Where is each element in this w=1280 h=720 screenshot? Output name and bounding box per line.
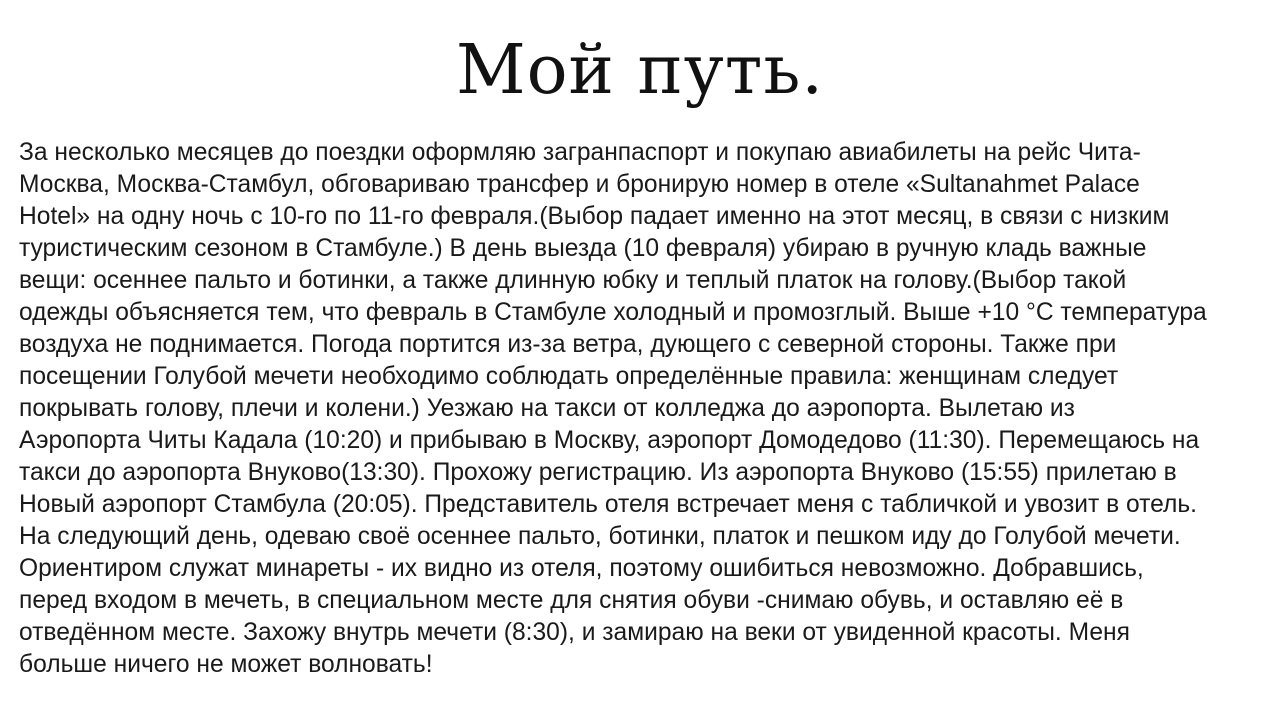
body-line: покрывать голову, плечи и колени.) Уезжаю на такси от колледжа до аэропорта. Вылетаю из [19,395,1075,422]
body-line: Новый аэропорт Стамбула (20:05). Представитель отеля встречает меня с табличкой и увозит в отель. [19,491,1197,518]
body-line: вещи: осеннее пальто и ботинки, а также длинную юбку и теплый платок на голову.(Выбор такой [19,267,1127,294]
slide-body-text [19,137,1264,681]
body-line: Москва, Москва-Стамбул, обговариваю трансфер и бронирую номер в отеле «Sultanahmet Palace [19,171,1140,198]
body-line: Hotel» на одну ночь с 10-го по 11-го февраля.(Выбор падает именно на этот месяц, в связи с низким [19,203,1170,230]
body-line: посещении Голубой мечети необходимо соблюдать определённые правила: женщинам следует [19,363,1119,390]
body-line: Ориентиром служат минареты - их видно из отеля, поэтому ошибиться невозможно. Добравшись, [19,555,1144,582]
body-line: Аэропорта Читы Кадала (10:20) и прибываю в Москву, аэропорт Домодедово (11:30). Перемещаюсь на [19,427,1200,454]
body-line: одежды объясняется тем, что февраль в Стамбуле холодный и промозглый. Выше +10 °C температура [19,299,1207,326]
slide-title: Мой путь. [455,31,825,110]
body-line: туристическим сезоном в Стамбуле.) В день выезда (10 февраля) убираю в ручную кладь важные [19,235,1147,262]
body-line: такси до аэропорта Внуково(13:30). Прохожу регистрацию. Из аэропорта Внуково (15:55) прилетаю в [19,459,1177,486]
body-line: перед входом в мечеть, в специальном месте для снятия обуви -снимаю обувь, и оставляю её в [19,587,1124,614]
body-line: больше ничего не может волновать! [19,651,433,678]
body-line: За несколько месяцев до поездки оформляю загранпаспорт и покупаю авиабилеты на рейс Чита- [19,139,1141,166]
body-line: На следующий день, одеваю своё осеннее пальто, ботинки, платок и пешком иду до Голубой мечети. [19,523,1181,550]
body-line: воздуха не поднимается. Погода портится из-за ветра, дующего с северной стороны. Также при [19,331,1117,358]
body-line: отведённом месте. Захожу внутрь мечети (8:30), и замираю на веки от увиденной красоты. Меня [19,619,1130,646]
